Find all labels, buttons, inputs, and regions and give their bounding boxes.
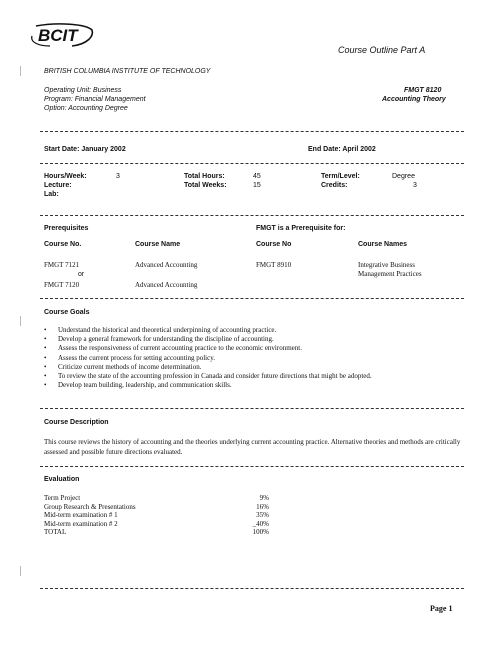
evaluation-row: [44, 520, 269, 529]
evaluation-item: Group Research & Presentations: [44, 502, 136, 511]
page-number: Page 1: [430, 604, 453, 613]
goal-item: • Criticize current methods of income determination.: [44, 363, 372, 372]
document-title: Course Outline Part A: [338, 45, 426, 55]
term-level-label: Term/Level:: [321, 173, 360, 180]
course-goals-heading: Course Goals: [44, 309, 90, 316]
evaluation-item: Term Project: [44, 494, 81, 502]
divider: [40, 163, 464, 164]
total-weeks-value: 15: [253, 182, 261, 189]
prerequisites-heading: Prerequisites: [44, 225, 89, 232]
logo-text: BCIT: [38, 26, 78, 45]
goal-item: • To review the state of the accounting profession in Canada and consider future directions that might be adopted.: [44, 372, 372, 381]
evaluation-row: [44, 503, 269, 512]
footer-divider: [40, 588, 464, 589]
prereq-or: or: [78, 271, 85, 278]
evaluation-heading: Evaluation: [44, 476, 80, 483]
hours-week-label: Hours/Week:: [44, 173, 87, 180]
evaluation-weight: _40%: [252, 519, 269, 528]
divider: [40, 408, 464, 409]
course-description-text: This course reviews the history of accounting and the theories underlying current accounting practice. Alternative theories and methods are critically assessed and possible future directions evaluated.: [44, 438, 461, 456]
evaluation-row: [44, 528, 269, 537]
evaluation-table: [44, 494, 269, 537]
divider: [40, 298, 464, 299]
bcit-logo: [28, 22, 98, 50]
prereq-for-col-course-no: Course No: [256, 241, 292, 248]
prereq-course-no: FMGT 7120: [44, 281, 80, 289]
goal-item: • Develop a general framework for understanding the discipline of accounting.: [44, 335, 372, 344]
prereq-course-name: Advanced Accounting: [135, 281, 198, 289]
prereq-for-course-name: Management Practices: [358, 270, 422, 278]
term-level-value: Degree: [392, 173, 415, 180]
prereq-course-no: FMGT 7121: [44, 261, 80, 269]
divider: [40, 466, 464, 467]
evaluation-item: TOTAL: [44, 528, 67, 537]
evaluation-row: [44, 494, 269, 503]
margin-mark: [20, 66, 24, 76]
prereq-course-name: Advanced Accounting: [135, 261, 198, 269]
course-code: FMGT 8120: [404, 87, 442, 94]
program: Program: Financial Management: [44, 96, 146, 103]
prereq-for-course-no: FMGT 8910: [256, 261, 292, 269]
goal-item: • Assess the current process for setting accounting policy.: [44, 354, 372, 363]
evaluation-row: [44, 511, 269, 520]
course-title: Accounting Theory: [382, 96, 446, 103]
credits-label: Credits:: [321, 182, 348, 189]
lab-label: Lab:: [44, 191, 59, 198]
divider: [40, 215, 464, 216]
total-weeks-label: Total Weeks:: [184, 182, 227, 189]
evaluation-weight: 35%: [256, 511, 269, 520]
operating-unit: Operating Unit: Business: [44, 87, 122, 94]
margin-mark: [20, 316, 24, 326]
hours-week-value: 3: [116, 173, 120, 180]
course-description-heading: Course Description: [44, 419, 109, 426]
prereq-for-col-course-names: Course Names: [358, 241, 408, 248]
evaluation-item: Mid-term examination # 2: [44, 519, 118, 528]
start-date: Start Date: January 2002: [44, 146, 126, 153]
prereq-col-course-name: Course Name: [135, 241, 181, 248]
goal-item: • Understand the historical and theoretical underpinning of accounting practice.: [44, 326, 372, 335]
evaluation-weight: 100%: [252, 528, 269, 537]
total-hours-value: 45: [253, 173, 261, 180]
evaluation-item: Mid-term examination # 1: [44, 511, 118, 520]
divider: [40, 131, 464, 132]
lecture-label: Lecture:: [44, 182, 72, 189]
end-date: End Date: April 2002: [308, 146, 376, 153]
option: Option: Accounting Degree: [44, 105, 128, 112]
evaluation-weight: 16%: [256, 502, 269, 511]
prereq-for-course-name: Integrative Business: [358, 261, 415, 269]
prereq-col-course-no: Course No.: [44, 241, 82, 248]
goal-item: • Assess the responsiveness of current accounting practice to the economic environment.: [44, 344, 372, 353]
course-goals-list: [44, 326, 372, 390]
goal-item: • Develop team building, leadership, and communication skills.: [44, 381, 372, 390]
evaluation-weight: 9%: [259, 494, 269, 502]
prereq-for-heading: FMGT is a Prerequisite for:: [256, 225, 346, 232]
margin-mark: [20, 566, 24, 576]
credits-value: 3: [413, 182, 417, 189]
institute-name: BRITISH COLUMBIA INSTITUTE OF TECHNOLOGY: [44, 68, 211, 75]
total-hours-label: Total Hours:: [184, 173, 225, 180]
